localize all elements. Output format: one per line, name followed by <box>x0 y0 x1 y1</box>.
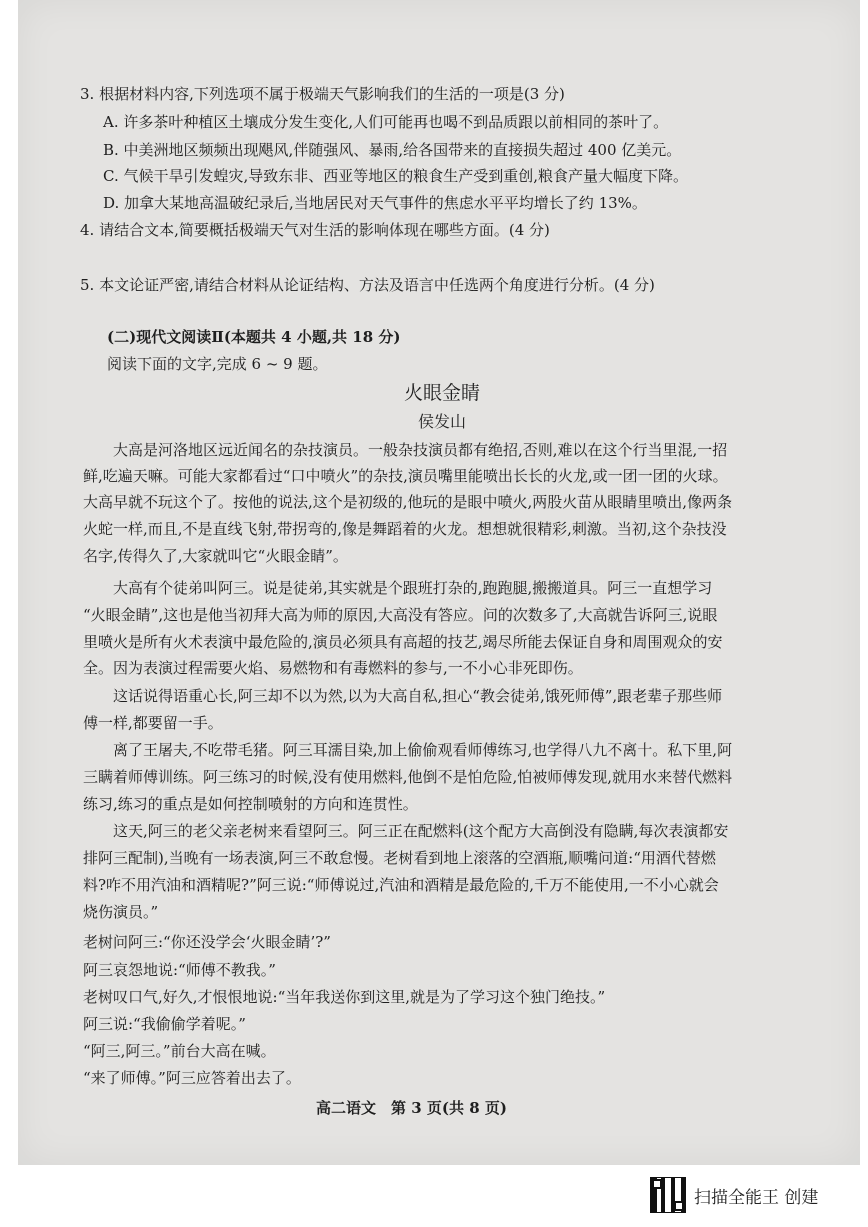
story-line: 大高有个徒弟叫阿三。说是徒弟,其实就是个跟班打杂的,跑跑腿,搬搬道具。阿三一直想学习 <box>113 579 713 597</box>
story-line: “阿三,阿三。”前台大高在喊。 <box>83 1042 276 1060</box>
question-3-option-c: C. 气候干旱引发蝗灾,导致东非、西亚等地区的粮食生产受到重创,粮食产量大幅度下降。 <box>103 167 689 185</box>
story-line: 离了王屠夫,不吃带毛猪。阿三耳濡目染,加上偷偷观看师傅练习,也学得八九不离十。私下里,阿 <box>113 741 733 759</box>
story-line: 这话说得语重心长,阿三却不以为然,以为大高自私,担心“教会徒弟,饿死师傅”,跟老辈子那些师 <box>113 687 723 705</box>
story-line: 鲜,吃遍天嘛。可能大家都看过“口中喷火”的杂技,演员嘴里能喷出长长的火龙,或一团一团的火球。 <box>83 467 728 485</box>
story-line: 老树问阿三:“你还没学会‘火眼金睛’?” <box>83 933 331 951</box>
section-instruction: 阅读下面的文字,完成 6 ~ 9 题。 <box>107 355 328 373</box>
story-line: 练习,练习的重点是如何控制喷射的方向和连贯性。 <box>83 795 418 813</box>
qr-code-icon <box>650 1177 686 1213</box>
question-3-option-b: B. 中美洲地区频频出现飓风,伴随强风、暴雨,给各国带来的直接损失超过 400 亿美元。 <box>103 141 682 159</box>
question-3-stem: 3. 根据材料内容,下列选项不属于极端天气影响我们的生活的一项是(3 分) <box>80 85 565 103</box>
story-line: 料?咋不用汽油和酒精呢?”阿三说:“师傅说过,汽油和酒精是最危险的,千万不能使用,一不小心就会 <box>83 876 719 894</box>
story-line: 火蛇一样,而且,不是直线飞射,带拐弯的,像是舞蹈着的火龙。想想就很精彩,刺激。当初,这个杂技没 <box>83 520 727 538</box>
story-line: 这天,阿三的老父亲老树来看望阿三。阿三正在配燃料(这个配方大高倒没有隐瞒,每次表演都安 <box>113 822 729 840</box>
story-line: 大高早就不玩这个了。按他的说法,这个是初级的,他玩的是眼中喷火,两股火苗从眼睛里喷出,像两条 <box>83 493 733 511</box>
story-line: 名字,传得久了,大家就叫它“火眼金睛”。 <box>83 547 348 565</box>
story-line: 全。因为表演过程需要火焰、易燃物和有毒燃料的参与,一不小心非死即伤。 <box>83 659 583 677</box>
story-line: 老树叹口气,好久,才恨恨地说:“当年我送你到这里,就是为了学习这个独门绝技。” <box>83 988 606 1006</box>
story-line: “火眼金睛”,这也是他当初拜大高为师的原因,大高没有答应。问的次数多了,大高就告诉阿三,说眼 <box>83 606 718 624</box>
story-title: 火眼金睛 <box>404 382 481 404</box>
story-line: 傅一样,都要留一手。 <box>83 714 223 732</box>
story-line: “来了师傅。”阿三应答着出去了。 <box>83 1069 301 1087</box>
story-line: 阿三说:“我偷偷学着呢。” <box>83 1015 246 1033</box>
scanner-label: 扫描全能王 创建 <box>694 1187 819 1208</box>
section-heading: (二)现代文阅读Ⅱ(本题共 4 小题,共 18 分) <box>107 328 401 346</box>
story-line: 里喷火是所有火术表演中最危险的,演员必须具有高超的技艺,竭尽所能去保证自身和周围观众的安 <box>83 633 723 651</box>
page-content <box>18 0 860 1165</box>
question-3-option-d: D. 加拿大某地高温破纪录后,当地居民对天气事件的焦虑水平平均增长了约 13%。 <box>103 194 647 212</box>
question-5: 5. 本文论证严密,请结合材料从论证结构、方法及语言中任选两个角度进行分析。(4 分) <box>80 276 655 294</box>
question-4: 4. 请结合文本,简要概括极端天气对生活的影响体现在哪些方面。(4 分) <box>80 221 550 239</box>
question-3-option-a: A. 许多茶叶种植区土壤成分发生变化,人们可能再也喝不到品质跟以前相同的茶叶了。 <box>103 113 669 131</box>
story-line: 阿三哀怨地说:“师傅不教我。” <box>83 961 276 979</box>
story-line: 三瞒着师傅训练。阿三练习的时候,没有使用燃料,他倒不是怕危险,怕被师傅发现,就用水来替代燃料 <box>83 768 733 786</box>
story-author: 侯发山 <box>418 412 467 431</box>
scanner-watermark <box>650 1175 818 1215</box>
story-line: 排阿三配制),当晚有一场表演,阿三不敢怠慢。老树看到地上滚落的空酒瓶,顺嘴问道:“用酒代替燃 <box>83 849 716 867</box>
scanned-page <box>18 0 860 1165</box>
page-footer: 高二语文 第 3 页(共 8 页) <box>316 1099 507 1117</box>
story-line: 大高是河洛地区远近闻名的杂技演员。一般杂技演员都有绝招,否则,难以在这个行当里混,一招 <box>113 441 728 459</box>
story-line: 烧伤演员。” <box>83 903 159 921</box>
